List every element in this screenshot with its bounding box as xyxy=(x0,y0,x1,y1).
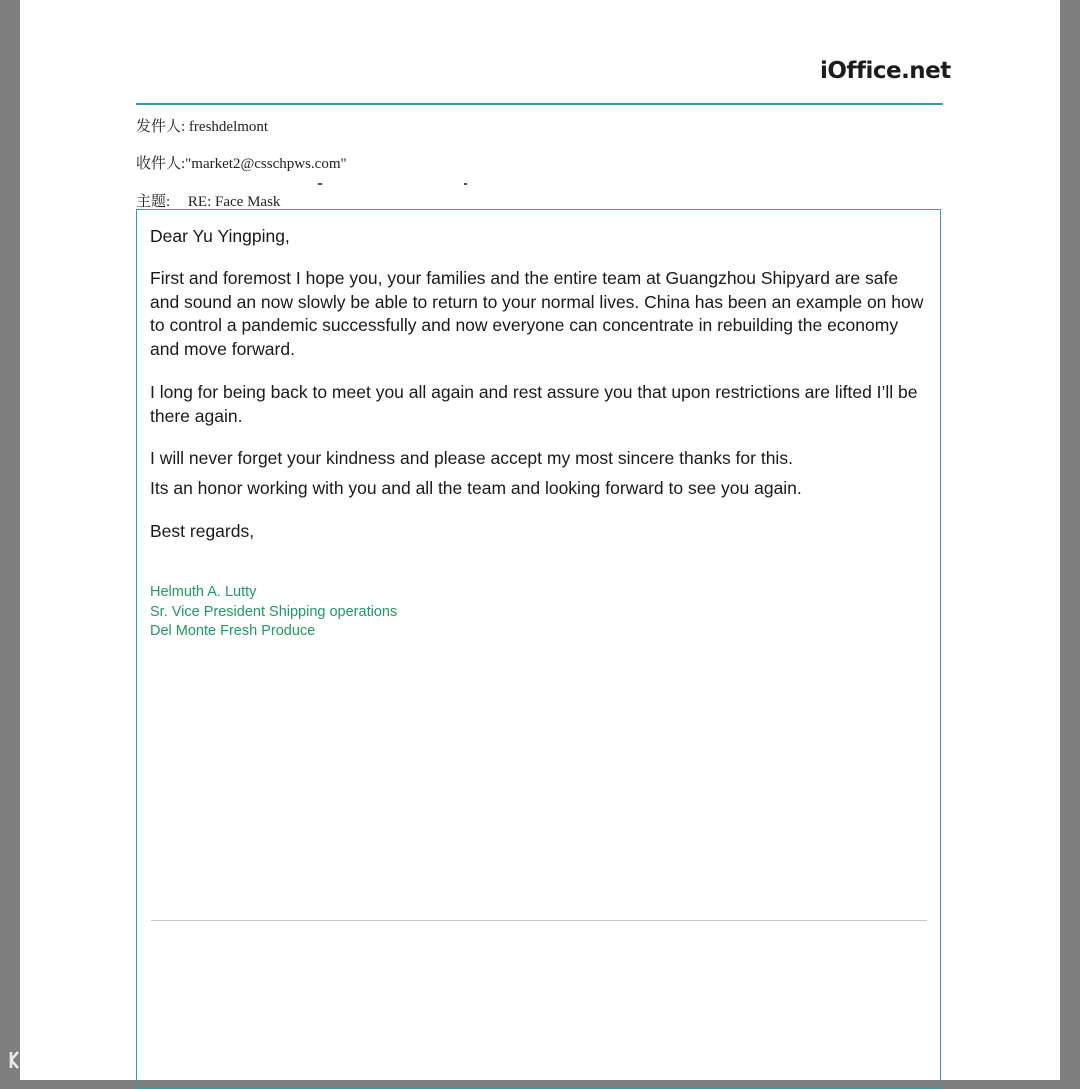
signature-name: Helmuth A. Lutty xyxy=(150,584,257,600)
paragraph-thanks: I will never forget your kindness and please accept my most sincere thanks for this. xyxy=(150,448,793,468)
to-value: "market2@csschpws.com" xyxy=(185,156,347,172)
subject-label: 主题: xyxy=(136,194,171,210)
watermark-text: 大数跨境 xyxy=(54,1049,134,1073)
paragraph-honor: Its an honor working with you and all the team and looking forward to see you again. xyxy=(150,478,802,498)
watermark xyxy=(8,1045,134,1074)
subject-row xyxy=(136,190,280,211)
watermark-logo-icon xyxy=(8,1048,48,1072)
from-label: 发件人: xyxy=(136,119,186,135)
header-divider xyxy=(136,103,943,105)
to-row xyxy=(136,152,347,173)
paragraph-return: I long for being back to meet you all again and rest assure you that upon restrictions are lifted I’ll be there again. xyxy=(150,382,918,426)
email-body xyxy=(136,209,941,1089)
signature-block xyxy=(150,583,397,642)
redaction-mark xyxy=(318,183,322,185)
from-row xyxy=(136,115,268,136)
signature-title: Sr. Vice President Shipping operations xyxy=(150,603,398,620)
subject-value: RE: Face Mask xyxy=(187,194,281,210)
body-divider xyxy=(151,920,927,921)
paragraph-wellwishes: First and foremost I hope you, your families and the entire team at Guangzhou Shipyard are safe and sound an now slowly be able to return to your normal lives. China has been an example on how to control a pandemic successfully and now everyone can concentrate in rebuilding the economy and move forward. xyxy=(150,268,924,359)
brand-logo: iOffice.net xyxy=(820,58,951,84)
redaction-mark xyxy=(464,183,467,185)
from-value: freshdelmont xyxy=(188,119,269,135)
to-label: 收件人: xyxy=(136,156,186,172)
closing: Best regards, xyxy=(150,521,255,541)
greeting: Dear Yu Yingping, xyxy=(150,226,290,246)
signature-company: Del Monte Fresh Produce xyxy=(150,623,316,639)
